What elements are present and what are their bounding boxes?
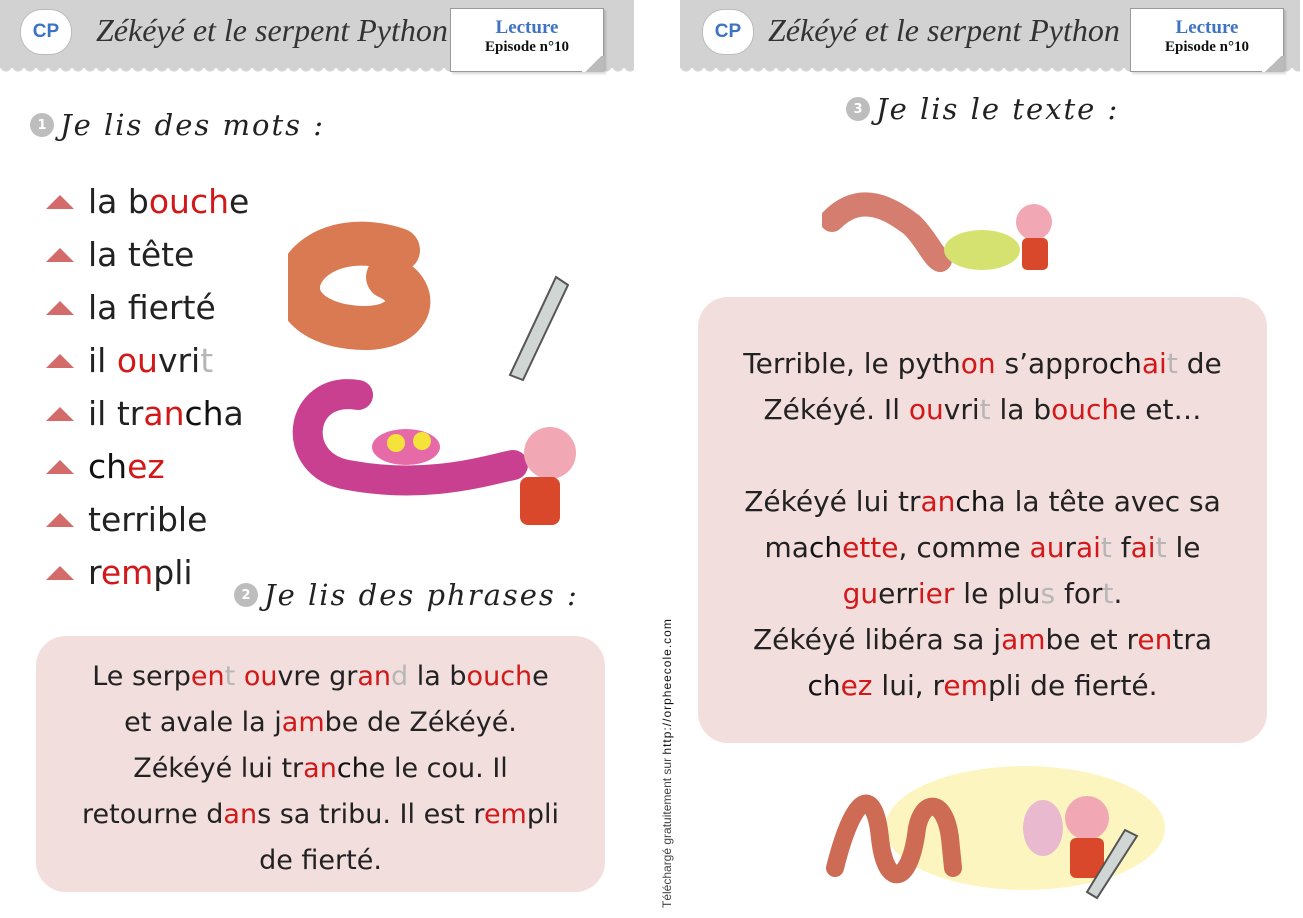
text-segment: t [224, 661, 236, 692]
line-text [124, 707, 517, 738]
text-segment: e le cou. Il [368, 753, 508, 784]
text-segment: terrible [88, 500, 208, 539]
text-line [36, 746, 605, 792]
serpent-coil [298, 244, 408, 328]
text-segment: an [920, 485, 956, 518]
text-segment: Zékéyé libéra sa j [752, 623, 1002, 656]
text-segment: la b [408, 661, 467, 692]
text-segment: ch [88, 447, 128, 486]
text-segment: t [200, 341, 214, 380]
text-segment: lui, r [872, 669, 944, 702]
text-segment: e [229, 182, 250, 221]
text-segment: la b [990, 393, 1052, 426]
line-text [843, 577, 1123, 610]
text-panel [698, 297, 1267, 743]
text-line [698, 663, 1267, 709]
section-label: Je lis le texte : [876, 92, 1120, 126]
phrases-text [36, 636, 605, 884]
left-tag-episode: Episode n°10 [485, 39, 569, 55]
text-line [698, 341, 1267, 387]
text-line [46, 546, 249, 599]
text-segment: be de Zékéyé. [324, 707, 517, 738]
text-segment: ma [764, 531, 809, 564]
text-segment: ette [842, 531, 899, 564]
text-line [698, 571, 1267, 617]
text-segment: t [1155, 531, 1167, 564]
text-segment: t [1166, 347, 1178, 380]
section-label: Je lis des phrases : [264, 578, 579, 612]
text-line [46, 228, 249, 281]
serpent-warrior-illustration [288, 215, 630, 545]
text-segment: . [1113, 577, 1123, 610]
text-segment: ou [116, 341, 158, 380]
text-segment: f [1111, 531, 1131, 564]
text-segment: ch [808, 531, 843, 564]
text-line [36, 838, 605, 884]
text-segment: ch [1108, 347, 1142, 380]
triangle-bullet-icon [46, 407, 74, 421]
text-segment: pli de fierté. [987, 669, 1158, 702]
line-text [259, 845, 382, 876]
text-line [46, 334, 249, 387]
text-segment: ou [466, 661, 501, 692]
text-segment: for [1055, 577, 1103, 610]
line-text [88, 394, 244, 433]
text-line [46, 387, 249, 440]
text-segment [235, 661, 244, 692]
word-list [46, 175, 249, 599]
text-segment: ai [1141, 347, 1167, 380]
line-text [765, 531, 1201, 564]
text-line [36, 792, 605, 838]
text-segment: ou [1051, 393, 1087, 426]
text-segment: em [943, 669, 988, 702]
text-segment: ez [840, 669, 873, 702]
text-segment: Le serp [92, 661, 191, 692]
line-text [88, 341, 213, 380]
text-segment: il tr [88, 394, 144, 433]
text-line [46, 493, 249, 546]
text-segment: em [100, 553, 154, 592]
line-text [88, 235, 194, 274]
machete-icon [510, 277, 568, 380]
credit-prefix: Téléchargé gratuitement sur [660, 754, 674, 908]
text-segment: ai [1075, 531, 1101, 564]
text-segment: err [878, 577, 918, 610]
text-segment: et avale la j [124, 707, 282, 738]
text-segment: am [281, 707, 325, 738]
text-line [698, 617, 1267, 663]
right-lesson-tag [1130, 8, 1284, 72]
triangle-bullet-icon [46, 566, 74, 580]
section-number-badge: 1 [30, 113, 54, 137]
text-segment: la b [88, 182, 149, 221]
page-curl-icon [1262, 56, 1284, 72]
text-segment: de [1177, 347, 1222, 380]
text-line [36, 654, 605, 700]
line-text [763, 393, 1201, 426]
text-segment: en [1137, 623, 1173, 656]
line-text [807, 669, 1157, 702]
triangle-bullet-icon [46, 513, 74, 527]
line-text [82, 799, 559, 830]
story-text [698, 297, 1267, 709]
text-segment: ez [127, 447, 165, 486]
text-segment: tra [1172, 623, 1213, 656]
phrases-panel [36, 636, 605, 892]
text-segment: la tête [88, 235, 195, 274]
text-segment: em [483, 799, 527, 830]
text-segment: r [1064, 531, 1076, 564]
right-cp-badge: CP [702, 9, 754, 55]
line-text [743, 347, 1221, 380]
serpent-head [1023, 800, 1063, 856]
text-segment: en [190, 661, 225, 692]
line-text [753, 623, 1212, 656]
text-segment: le plu [954, 577, 1041, 610]
text-segment: ch [500, 661, 533, 692]
text-segment: Zékéyé. Il [763, 393, 909, 426]
triangle-bullet-icon [46, 195, 74, 209]
text-segment: t [1102, 577, 1114, 610]
text-segment: ou [243, 661, 278, 692]
line-text [88, 500, 207, 539]
boy-body [1022, 238, 1048, 270]
text-segment: t [1100, 531, 1112, 564]
left-cp-badge: CP [20, 9, 72, 55]
text-line [46, 440, 249, 493]
text-segment: il [88, 341, 117, 380]
text-segment: ch [184, 394, 224, 433]
text-segment: , comme [898, 531, 1030, 564]
text-segment: ch [189, 182, 229, 221]
serpent-body [832, 204, 940, 260]
text-segment: ch [1086, 393, 1120, 426]
right-tag-title: Lecture [1175, 17, 1239, 38]
text-segment: vre gr [277, 661, 358, 692]
boy-body [520, 477, 560, 525]
boy-head [1065, 796, 1109, 840]
text-segment: de fierté. [259, 845, 382, 876]
text-segment: a [223, 394, 244, 433]
section-label: Je lis des mots : [60, 108, 325, 142]
boy-head [1016, 204, 1052, 240]
triangle-bullet-icon [46, 354, 74, 368]
text-segment: am [1001, 623, 1046, 656]
text-segment: Terrible, le pyth [743, 347, 961, 380]
serpent-eyes [372, 429, 440, 465]
line-text [88, 288, 216, 327]
text-segment: gu [842, 577, 879, 610]
text-line [698, 479, 1267, 525]
text-segment: s’appro [995, 347, 1109, 380]
text-segment: Zékéyé lui tr [744, 485, 921, 518]
text-line [698, 433, 1267, 479]
text-segment: ou [148, 182, 190, 221]
right-title: Zékéyé et le serpent Python [768, 12, 1120, 48]
left-title: Zékéyé et le serpent Python [96, 12, 448, 48]
text-segment: Zékéyé lui tr [133, 753, 304, 784]
text-line [698, 525, 1267, 571]
line-text [88, 447, 165, 486]
text-segment: on [960, 347, 996, 380]
text-segment: e [532, 661, 549, 692]
text-segment: r [88, 553, 101, 592]
line-text [88, 553, 193, 592]
text-segment: e et… [1119, 393, 1202, 426]
text-segment: an [303, 753, 337, 784]
text-segment: vri [157, 341, 201, 380]
text-segment: ch [807, 669, 841, 702]
right-tag-episode: Episode n°10 [1165, 39, 1249, 55]
serpent-head [944, 230, 1020, 270]
text-segment: la fierté [88, 288, 216, 327]
download-credit [660, 618, 674, 908]
text-segment: ai [1130, 531, 1156, 564]
left-tag-title: Lecture [495, 17, 559, 38]
text-line [36, 700, 605, 746]
text-segment: t [979, 393, 991, 426]
line-text [744, 485, 1221, 518]
text-line [698, 387, 1267, 433]
text-segment: retourne d [81, 799, 224, 830]
boy-head [524, 427, 576, 479]
page-curl-icon [582, 56, 604, 72]
text-segment: ch [336, 753, 369, 784]
section-number-badge: 2 [234, 583, 258, 607]
boy-with-head-illustration [825, 758, 1170, 908]
text-segment: ou [908, 393, 944, 426]
left-lesson-tag [450, 8, 604, 72]
credit-url[interactable]: http://orpheecole.com [660, 618, 674, 755]
line-text [133, 753, 508, 784]
line-text [88, 182, 249, 221]
text-segment: le [1166, 531, 1201, 564]
section-3-heading [846, 92, 1119, 126]
text-segment: be et r [1045, 623, 1138, 656]
triangle-bullet-icon [46, 460, 74, 474]
text-segment: s sa tribu. Il est r [257, 799, 484, 830]
text-segment: d [391, 661, 409, 692]
triangle-bullet-icon [46, 248, 74, 262]
text-segment: ier [917, 577, 955, 610]
line-text [92, 661, 549, 692]
text-segment: pli [153, 553, 193, 592]
text-segment: ch [955, 485, 989, 518]
text-segment: an [223, 799, 258, 830]
text-segment: an [357, 661, 392, 692]
serpent-cut-illustration [822, 150, 1094, 290]
section-number-badge: 3 [846, 97, 870, 121]
text-segment: a la tête avec sa [988, 485, 1221, 518]
text-segment: pli [526, 799, 560, 830]
text-segment: vri [943, 393, 980, 426]
text-segment: s [1040, 577, 1056, 610]
section-2-heading [234, 578, 579, 612]
text-line [46, 281, 249, 334]
section-1-heading [30, 108, 325, 142]
text-line [46, 175, 249, 228]
text-segment: an [143, 394, 185, 433]
triangle-bullet-icon [46, 301, 74, 315]
text-segment: au [1029, 531, 1065, 564]
